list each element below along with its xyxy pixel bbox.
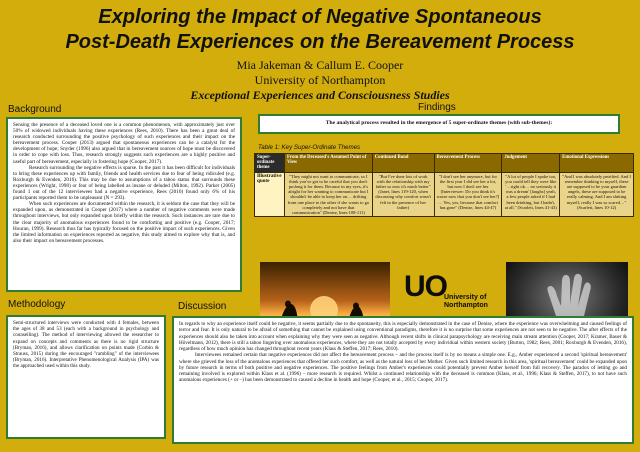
themes-table [254,153,634,217]
table-header-cell: Judgement [502,154,560,173]
table-caption: Table 1: Key Super-Ordinate Themes [258,144,361,151]
research-group: Exceptional Experiences and Consciousness Studies [190,88,450,102]
table-header-cell: Emotional Expressions [560,154,634,173]
table-header-cell: Super-ordinate theme [255,154,285,173]
logo-text [444,294,488,310]
poster-title-line-1: Exploring the Impact of Negative Spontaneous [98,6,542,28]
background-panel [6,117,242,292]
table-cell-quote: "They might not want to communicate, so I think you've got to be careful that you don't prolong it for them. Because in my eyes, it's alright for her wanting to communicate but I shouldn't be able to keep her on… drifting from one place to the other if she wants to go completely and not have that communication" (Denise, lines 108-111) [284,172,372,217]
background-heading: Background [8,104,62,115]
table-header-cell: From the Deceased's Assumed Point of View [284,154,372,173]
table-cell-quote: "And I was absolutely petrified. And I remember thinking to myself, these are supposed to be your guardian angels, these are supposed to be really calming. And I am shitting myself, really I was so scared…" (Scarlett, lines 10-12) [560,172,634,217]
logo-mark: UO [404,270,447,303]
discussion-panel [172,316,634,444]
methodology-heading: Methodology [8,299,66,310]
table-cell-quote: "But I've done lots of work with the relationship with my father so now it's much better" (Janet, lines 119-120, when discussing why comfort wasn't felt in the presence of her father) [372,172,434,217]
university: University of Northampton [254,73,386,87]
table-cell-quote: "A lot of people I spoke too, you could tell they were like '…right ok… no seriously it was a dream' [laughs] yeah, a few people asked if I had been drinking, but I hadn't, at all." (Scarlett, lines 41-43) [502,172,560,217]
discussion-paragraph-2: Interviewees remained certain that negative experiences did not affect the bereavement process – and the process itself is by no means a simple one. E.g., Amber experienced a second 'spiritual bereavement' where she grieved the loss of the anomalous experiences that offered her such comfort, as well as the natural loss of her Mother. Given such limited research in this area, 'spiritual bereavement' could be expanded upon by future research in terms of both positive and negative experiences. The positive feelings from Amber's experiences could potentially prevent Amber herself from full recovery. The paradox of letting go and remaining involved is explored within Klass et al. (1996) – more research is required. Whilst a continued relationship with the deceased is common (Klass, et al., 1996; Klass & Steffen, 2017), to not have such anomalous experiences (+ or –) has been demonstrated to caused a decline in health and hope (Cooper, et al., 2015; Cooper, 2017). [179,352,627,384]
table-cell-quote: "I don't see her anymore, but for the first year I did see her a lot, but now I don't see her [Interviewer: Do you think it's worse now that you don't see her?] … Yes, yes, because that comfort has gone" (Denise, lines 44-47) [434,172,502,217]
logo-line-1: University of [444,294,487,301]
methodology-text: Semi-structured interviews were conducted with 4 females, between the ages of 38 and 53 (each with a background in psychology and counselling). The method of interviewing allowed the researcher to expand on concepts and comments as there is no rigid structure (Bryman, 2016), and allows clarification on points made (Corbin & Strauss, 2015) during the encouraged "rambling" of the interviewees (Bryman, 2016). Interpretative Phenomenological Analysis (IPA) was the approached used within this study. [13,320,159,370]
poster-title-line-2: Post-Death Experiences on the Bereavement Process [65,31,575,53]
methodology-panel [6,315,166,439]
discussion-paragraph-1: In regards to why an experience itself could be negative, it seems partially due to the spontaneity, this is especially demonstrated in the case of Denise, where the experience was overwhelming and caused feelings of terror and fear. It is only natural to be afraid of something that cannot be explained using conventional paradigms, therefore it is no surprise that some experiences are not seen to be negative. The after effects of the experiences should also be taken into account when explaining why they were seen as negative. Although recent shifts in clinical parapsychology are receiving main stream attention (Cooper, 2017; Kramer, Bauer & Hövelmann, 2012), there is still a taboo lingering over anomalous experiences, where they are not totally accepted by every individual within western society (Burton, 1982; Rees, 2001; Roxburgh & Evenden, 2016), regardless of how much opinion has changed throughout recent years (Klass & Steffen, 2017; Rees, 2010). [179,321,627,352]
table-row-label: Illustrative quote [255,172,285,217]
background-paragraph-1: Sensing the presence of a deceased loved one is a common phenomenon, with approximately just over 50% of widowed individuals having these experiences (Rees, 2010). There has been a great deal of research conducted surrounding the positive psychology of such experiences and their impact on the bereavement process. Cooper (2013) argued that spontaneous experiences can be a catalyst for the development of hope; Snyder (1996) also argued that in bereavement sources of hope must be discovered in order to cope with loss. Thus, research strongly suggests such experiences are a highly positive and useful part of bereavement, especially in fostering hope (Cooper, 2017). [13,122,235,165]
findings-summary: The analytical process resulted in the emergence of 5 super-ordinate themes (with sub-themes): [258,114,620,134]
table-header-row [255,154,634,173]
findings-heading: Findings [418,102,456,113]
table-row [255,172,634,217]
table-header-cell: Bereavement Process [434,154,502,173]
table-header-cell: Continued Bond [372,154,434,173]
logo-line-2: Northampton [444,302,488,309]
authors: Mia Jakeman & Callum E. Cooper [236,58,404,72]
background-paragraph-3: When such experiences are documented within the research, it is seldom the case that they will be expanded upon, as demonstrated in Cooper (2017) where a number of negative comments were made throughout interviews, but only expanded upon briefly within the research. Such instances are rare due to the clear majority of anomalous experiences found to be comforting and positive (e.g. Cooper, 2017; Houran, 1999). Research thus far has typically focused on the positive impact of such experiences. Given the limited information on experiences reported as negative, this study aimed to explore why that is, and also their impact on bereavement processes. [13,201,235,244]
background-paragraph-2: Research surrounding the negative effects is sparse. In the past it has been difficult for individuals to bring these experiences up with family, friends and health services due to fear of being ridiculed (e.g. Roxburgh & Evenden, 2016). This may be due to assumptions of a taboo status that surrounds these experiences (Wright, 1998) or fear of being labelled as insane or deluded (Milton, 1992). Parker (2005) found 1 out of the 12 interviewees had a negative experience, Rees (2010) found only 6% of his participants reported them to be unpleasant (N = 293). [13,164,235,202]
discussion-heading: Discussion [178,301,227,312]
